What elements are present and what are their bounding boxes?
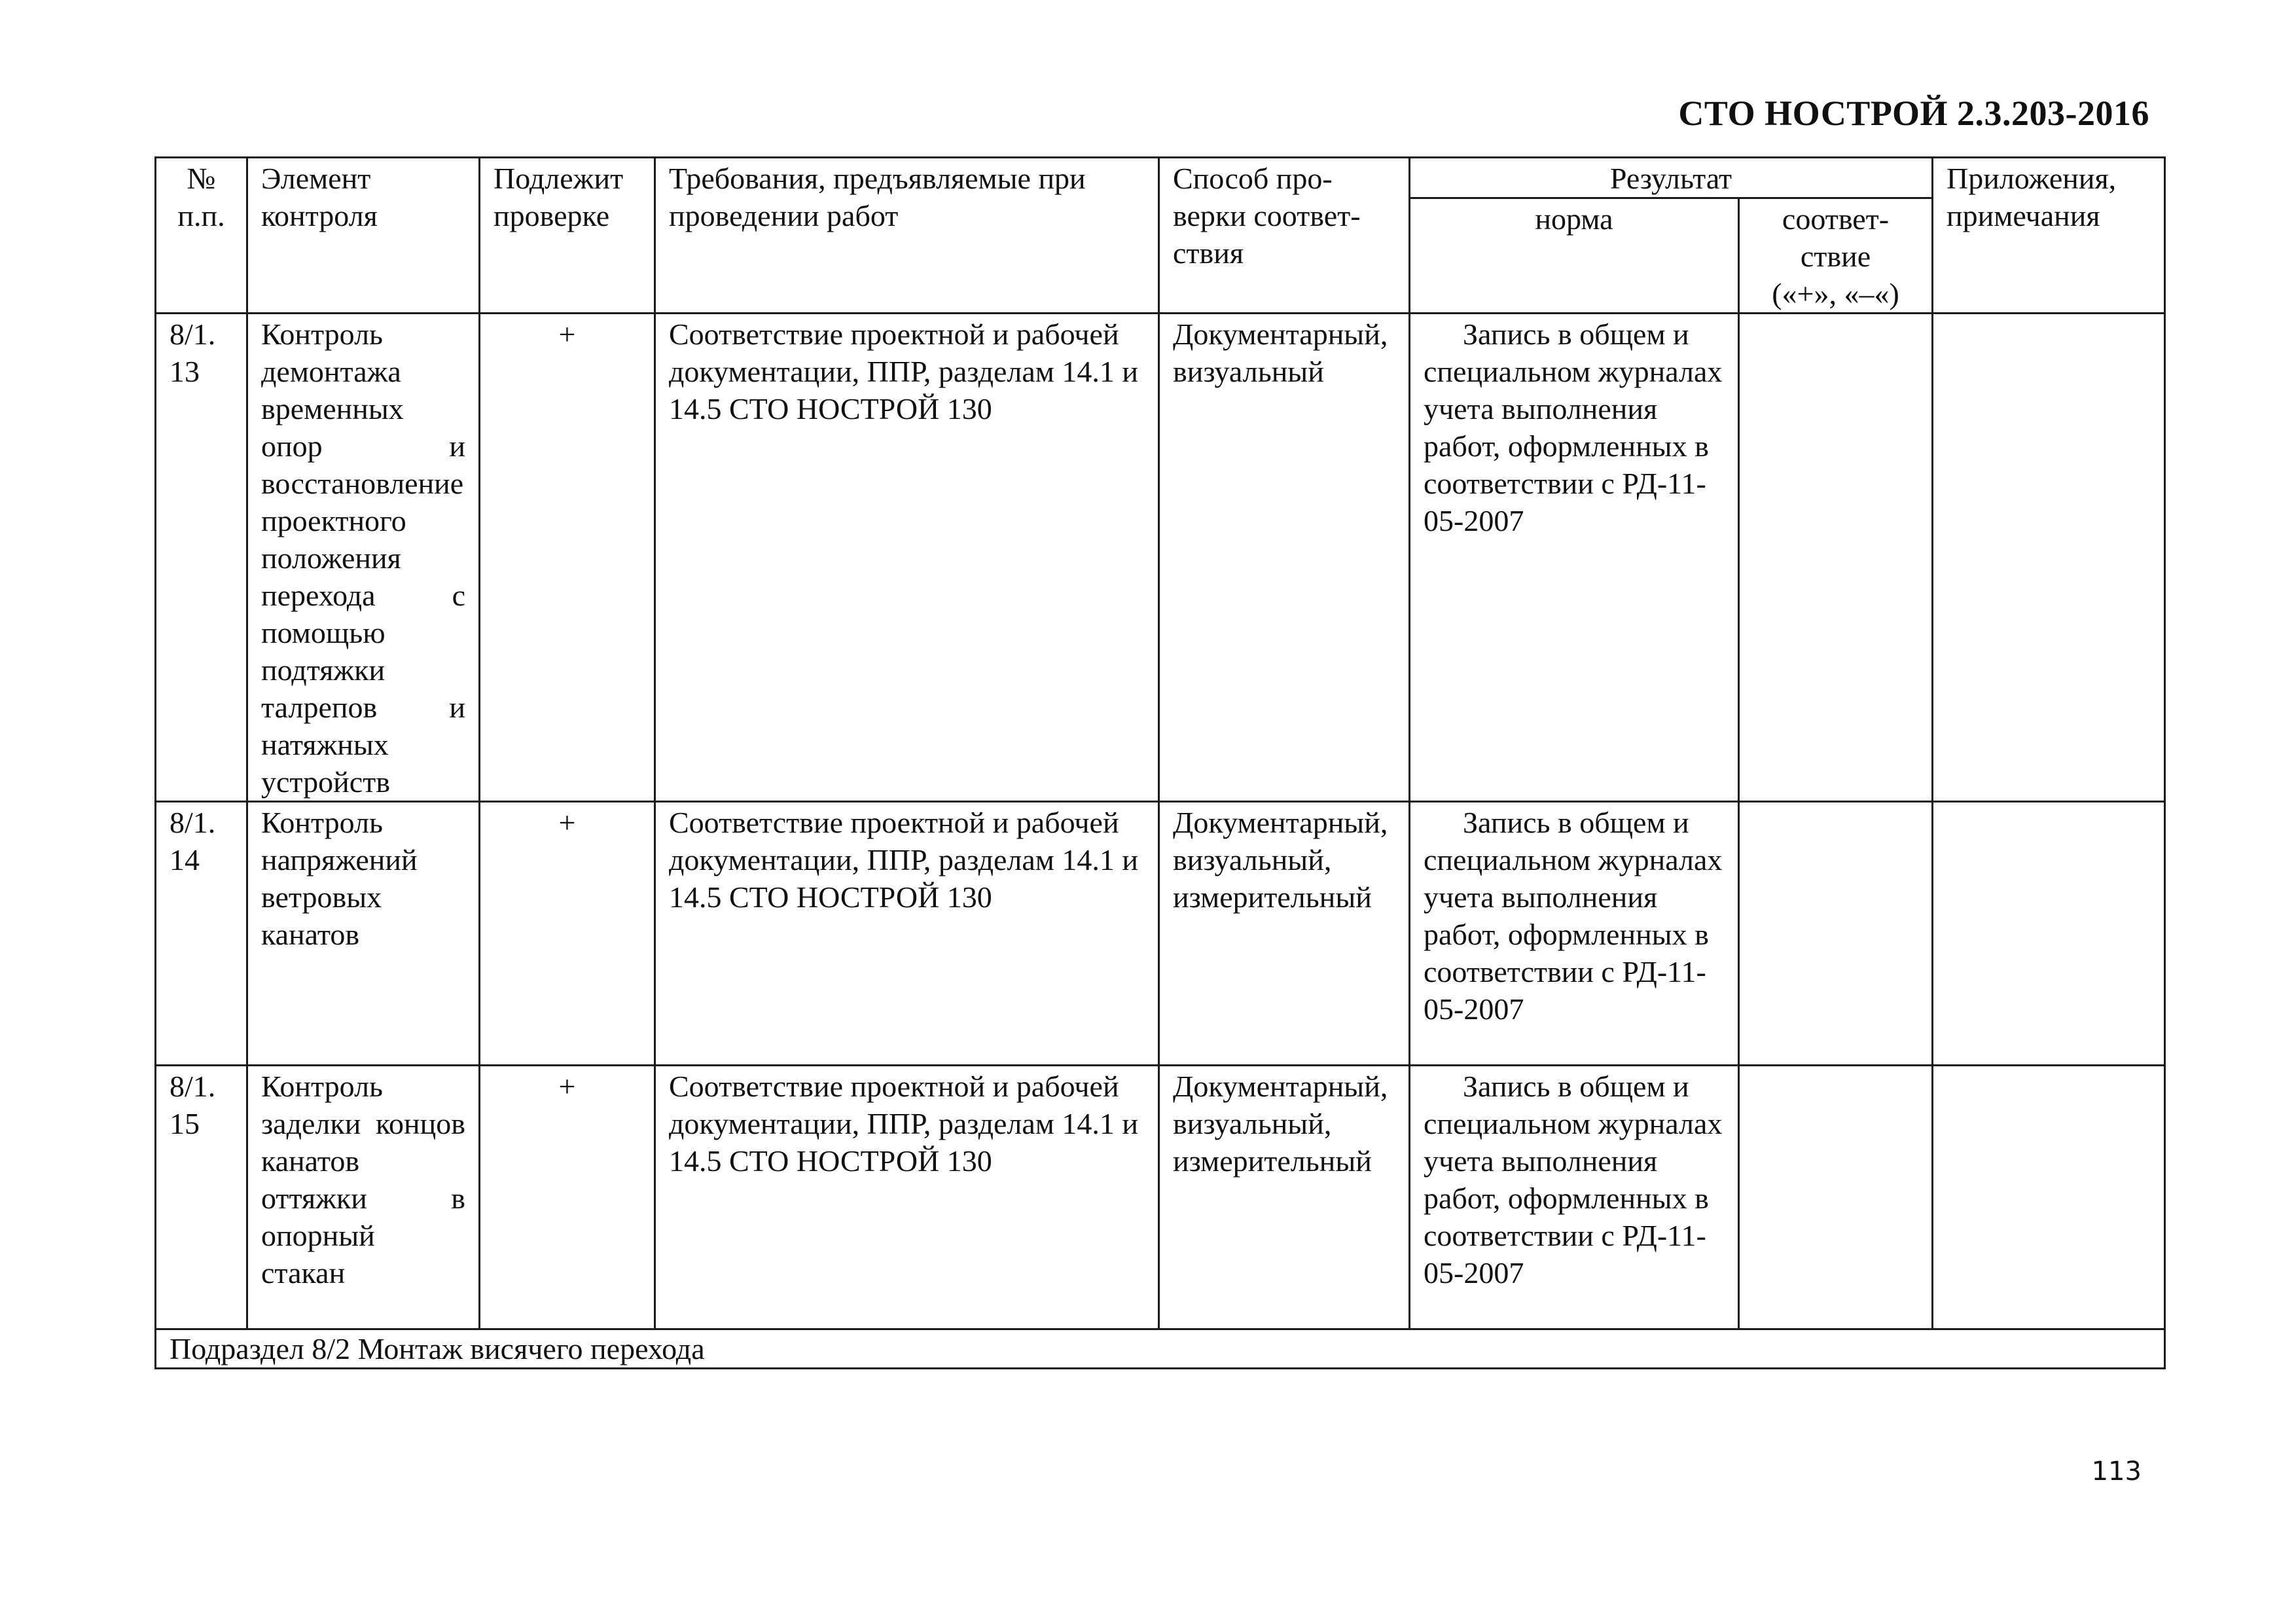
header-result: Результат — [1410, 158, 1933, 198]
table-header-row — [156, 158, 2165, 198]
row-check: + — [480, 802, 655, 1066]
row-conformity — [1739, 314, 1933, 802]
row-element: Контроль заделки концов канатов оттяжки в опорный стакан — [247, 1066, 480, 1329]
subsection-title: Подраздел 8/2 Монтаж висячего перехода — [156, 1329, 2165, 1369]
row-conformity — [1739, 1066, 1933, 1329]
row-requirements: Соответствие проектной и рабочей документации, ППР, разделам 14.1 и 14.5 СТО НОСТРОЙ 130 — [655, 802, 1159, 1066]
row-conformity — [1739, 802, 1933, 1066]
row-requirements: Соответствие проектной и рабочей документации, ППР, разделам 14.1 и 14.5 СТО НОСТРОЙ 130 — [655, 314, 1159, 802]
row-notes — [1933, 802, 2165, 1066]
page-number: 113 — [2091, 1456, 2142, 1487]
row-norm: Запись в общем и специальном журналах учета выполнения работ, оформленных в соответствии с РД-11-05-2007 — [1410, 314, 1739, 802]
header-norm: норма — [1410, 198, 1739, 314]
row-num: 8/1. 13 — [156, 314, 247, 802]
row-notes — [1933, 314, 2165, 802]
row-num: 8/1. 14 — [156, 802, 247, 1066]
header-notes: Приложения, примечания — [1933, 158, 2165, 314]
header-element: Элемент контроля — [247, 158, 480, 314]
header-conformity: соответ- ствие («+», «–«) — [1739, 198, 1933, 314]
row-element: Контроль демонтажа временных опор и восстановление проектного положения перехода с помощью подтяжки талрепов и натяжных устройств — [247, 314, 480, 802]
row-check: + — [480, 314, 655, 802]
row-notes — [1933, 1066, 2165, 1329]
header-num: № п.п. — [156, 158, 247, 314]
header-requirements: Требования, предъявляемые при проведении работ — [655, 158, 1159, 314]
table-row — [156, 1066, 2165, 1329]
row-method: Документарный, визуальный, измерительный — [1159, 1066, 1410, 1329]
row-element: Контроль напряжений ветровых канатов — [247, 802, 480, 1066]
row-method: Документарный, визуальный, измерительный — [1159, 802, 1410, 1066]
header-check: Подлежит проверке — [480, 158, 655, 314]
subsection-row — [156, 1329, 2165, 1369]
row-requirements: Соответствие проектной и рабочей документации, ППР, разделам 14.1 и 14.5 СТО НОСТРОЙ 130 — [655, 1066, 1159, 1329]
row-check: + — [480, 1066, 655, 1329]
document-code: СТО НОСТРОЙ 2.3.203-2016 — [1678, 94, 2149, 133]
inspection-table — [154, 156, 2166, 1369]
row-norm: Запись в общем и специальном журналах учета выполнения работ, оформленных в соответствии с РД-11-05-2007 — [1410, 1066, 1739, 1329]
row-method: Документарный, визуальный — [1159, 314, 1410, 802]
table-row — [156, 314, 2165, 802]
table-row — [156, 802, 2165, 1066]
header-method: Способ про- верки соответ- ствия — [1159, 158, 1410, 314]
row-num: 8/1. 15 — [156, 1066, 247, 1329]
row-norm: Запись в общем и специальном журналах учета выполнения работ, оформленных в соответствии с РД-11-05-2007 — [1410, 802, 1739, 1066]
